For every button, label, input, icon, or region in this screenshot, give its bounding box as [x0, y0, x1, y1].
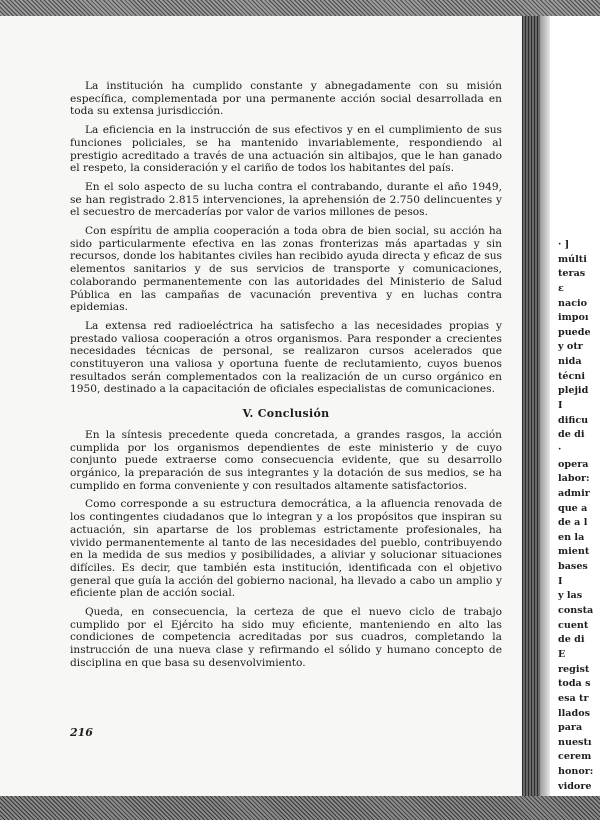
next-page-fragment: de di — [558, 429, 585, 441]
next-page-fragment: admir — [558, 487, 590, 499]
next-page-fragment: llados — [558, 707, 591, 719]
next-page-fragment: que a — [558, 502, 588, 514]
section-heading: V. Conclusión — [242, 407, 330, 421]
next-page-fragment: mient — [558, 546, 590, 558]
next-page-fragment: nuestı — [558, 736, 592, 748]
next-page-fragment: impoı — [558, 312, 589, 324]
next-page-fragment: dificu — [558, 414, 589, 426]
spine-shadow — [540, 16, 550, 796]
next-page-fragment: de di — [558, 634, 585, 646]
scan-border-top — [0, 0, 600, 16]
next-page-fragment: toda s — [558, 678, 591, 690]
next-page-fragment: en la — [558, 531, 585, 543]
next-page-fragment: para — [558, 722, 583, 734]
paragraph: La eficiencia en la instrucción de sus efectivos y en el cumplimiento de sus funciones policiales, se ha mantenido invariablemente, respondiendo al prestigio acreditado a través de una actuación sin altibajos, que le han ganado el respeto, la consideración y el cariño de todos los habitantes del país. — [70, 124, 502, 175]
next-page-fragment: ε — [558, 282, 564, 294]
page-number: 216 — [70, 726, 93, 739]
page-body — [70, 80, 502, 676]
next-page-fragment: opera — [558, 458, 589, 470]
paragraph: Como corresponde a su estructura democrática, a la afluencia renovada de los contingentes ciudadanos que lo integran y a los propósitos que inspiran su actuación, sin apartarse de los problemas estrictamente profesionales, ha vivido permanentemente al tanto de las necesidades del pueblo, contribuyendo en la medida de sus medios y posibilidades, a aliviar y solucionar situaciones difíciles. Es decir, que también esta institución, identificada con el objetivo general que guía la acción del gobierno nacional, ha llevado a cabo un amplio y eficiente plan de acción social. — [70, 498, 502, 600]
paragraph: En la síntesis precedente queda concretada, a grandes rasgos, la acción cumplida por los organismos dependientes de este ministerio y de cuyo conjunto puede extraerse como consecuencia evidente, que su desarrollo orgánico, la preparación de sus integrantes y la dotación de sus medios, se ha cumplido en forma conveniente y con resultados altamente satisfactorios. — [70, 428, 502, 492]
next-page-fragment: de a l — [558, 517, 588, 529]
paragraph: La institución ha cumplido constante y abnegadamente con su misión específica, complementada por una permanente acción social desarrollada en toda su extensa jurisdicción. — [70, 80, 502, 118]
paragraph: En el solo aspecto de su lucha contra el contrabando, durante el año 1949, se han registrado 2.815 intervenciones, la aprehensión de 2.750 delincuentes y el secuestro de mercaderías por valor de varios millones de pesos. — [70, 180, 502, 219]
next-page-fragment: consta — [558, 605, 594, 617]
next-page-fragment: plejid — [558, 385, 589, 397]
next-page-fragment: nida — [558, 356, 582, 368]
next-page-fragment: múlti — [558, 253, 587, 265]
next-page-fragment: puede — [558, 326, 591, 338]
next-page-fragment: E — [558, 648, 566, 660]
next-page-fragment: labor: — [558, 473, 590, 485]
next-page-fragment: y otr — [558, 341, 583, 353]
next-page-fragment: regist — [558, 663, 590, 675]
next-page-fragment: vidore — [558, 780, 592, 792]
next-page-fragment: bases — [558, 561, 588, 573]
next-page-fragment: honor: — [558, 766, 594, 778]
next-page-fragment: esa tr — [558, 692, 589, 704]
next-page-fragments — [558, 238, 600, 794]
next-page-fragment: · — [558, 443, 562, 455]
scan-border-bottom — [0, 796, 600, 820]
next-page-fragment: cerem — [558, 751, 592, 763]
next-page-fragment: I — [558, 400, 563, 412]
next-page-fragment: técni — [558, 370, 585, 382]
next-page-fragment: I — [558, 575, 563, 587]
paragraph: La extensa red radioeléctrica ha satisfecho a las necesidades propias y prestado valiosa cooperación a otros organismos. Para responder a crecientes necesidades técnicas de personal, se realizaron cursos acelerados que constituyeron una valiosa y oportuna fuente de reclutamiento, cuyos buenos resultados serán complementados con la realización de un curso orgánico en 1950, destinado a la capacitación de oficiales especialistas de comunicaciones. — [70, 319, 502, 396]
paragraph: Queda, en consecuencia, la certeza de que el nuevo ciclo de trabajo cumplido por el Ejército ha sido muy eficiente, manteniendo en alto las condiciones de competencia acreditadas por sus cuadros, completando la instrucción de una nueva clase y refirmando el sólido y humano concepto de disciplina en que basa su desenvolvimiento. — [70, 606, 502, 669]
next-page-fragment: · ] — [558, 239, 570, 250]
next-page-fragment: cuent — [558, 619, 589, 631]
next-page-fragment: y las — [558, 590, 583, 602]
paragraph: Con espíritu de amplia cooperación a toda obra de bien social, su acción ha sido particularmente efectiva en las zonas fronterizas más apartadas y sin recursos, donde los habitantes civiles han recibido ayuda directa y eficaz de sus elementos sanitarios y de sus servicios de transporte y comunicaciones, colaborando permanentemente con las autoridades del Ministerio de Salud Pública en las campañas de vacunación preventiva y en luchas contra epidemias. — [70, 225, 502, 314]
book-spine — [522, 16, 540, 796]
next-page-fragment: teras — [558, 268, 586, 280]
next-page-fragment: nacio — [558, 297, 588, 309]
